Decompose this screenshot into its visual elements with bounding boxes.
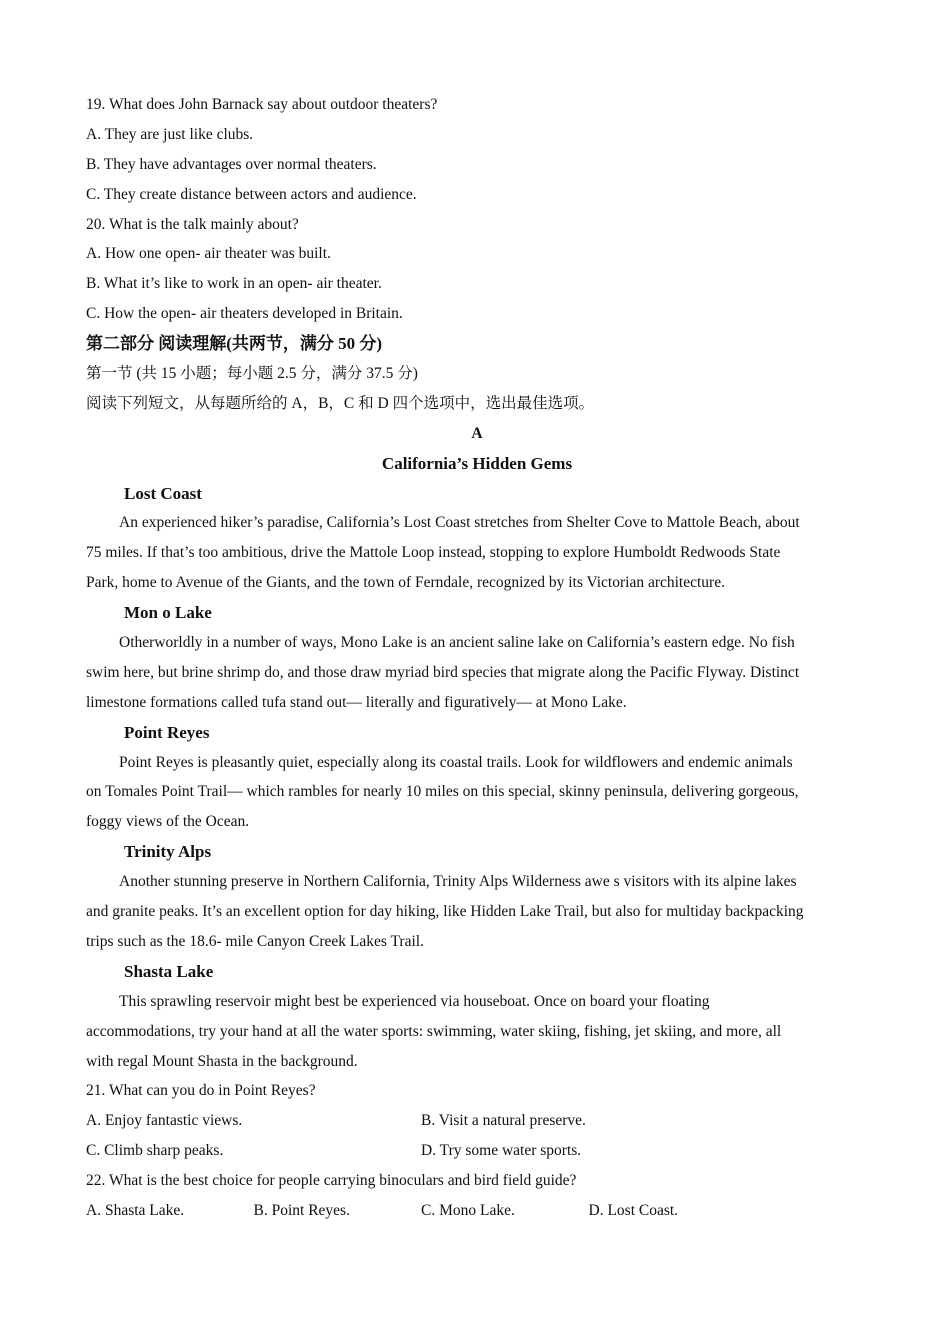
q21-option-c: C. Climb sharp peaks. (86, 1142, 224, 1160)
q22-option-a: A. Shasta Lake. (86, 1201, 185, 1219)
question-19: 19. What does John Barnack say about outdoor theaters? (86, 96, 438, 113)
trinity-alps-line-3: trips such as the 18.6- mile Canyon Creek Lakes Trail. (86, 932, 424, 950)
question-21: 21. What can you do in Point Reyes? (86, 1082, 316, 1100)
q21-option-d: D. Try some water sports. (421, 1142, 582, 1160)
section-heading-mono-lake: Mon o Lake (124, 603, 212, 623)
point-reyes-line-2: on Tomales Point Trail— which rambles for nearly 10 miles on this special, skinny peninsula, delivering gorgeous, (86, 783, 799, 801)
q19-option-b: B. They have advantages over normal theaters. (86, 155, 377, 173)
section-heading-shasta-lake: Shasta Lake (124, 961, 214, 981)
q22-option-b: B. Point Reyes. (253, 1201, 350, 1219)
shasta-lake-line-1: This sprawling reservoir might best be experienced via houseboat. Once on board your floating (119, 992, 710, 1010)
lost-coast-line-2: 75 miles. If that’s too ambitious, drive the Mattole Loop instead, stopping to explore Humboldt Redwoods State (86, 544, 781, 562)
section-heading-trinity-alps: Trinity Alps (124, 842, 212, 862)
section1-info: 第一节 (共 15 小题；每小题 2.5 分，满分 37.5 分) (86, 365, 418, 383)
section-heading-lost-coast: Lost Coast (124, 483, 202, 503)
exam-page (86, 90, 868, 1226)
reading-instruction: 阅读下列短文，从每题所给的 A，B，C 和 D 四个选项中，选出最佳选项。 (86, 394, 595, 412)
lost-coast-line-1: An experienced hiker’s paradise, California’s Lost Coast stretches from Shelter Cove to Mattole Beach, about (119, 514, 800, 532)
q19-option-c: C. They create distance between actors and audience. (86, 185, 417, 203)
q21-options-row-1 (86, 1106, 868, 1136)
lost-coast-line-3: Park, home to Avenue of the Giants, and the town of Ferndale, recognized by its Victorian architecture. (86, 574, 725, 592)
q21-option-b: B. Visit a natural preserve. (421, 1112, 586, 1130)
passage-title: California’s Hidden Gems (381, 453, 573, 473)
q19-option-a: A. They are just like clubs. (86, 125, 254, 143)
part2-heading: 第二部分 阅读理解(共两节，满分 50 分) (86, 334, 383, 354)
mono-lake-line-2: swim here, but brine shrimp do, and those draw myriad bird species that migrate along the Pacific Flyway. Distinct (86, 663, 800, 681)
mono-lake-line-1: Otherworldly in a number of ways, Mono Lake is an ancient saline lake on California’s eastern edge. No fish (119, 634, 795, 652)
question-20: 20. What is the talk mainly about? (86, 215, 299, 233)
q22-option-c: C. Mono Lake. (421, 1201, 515, 1219)
q22-option-d: D. Lost Coast. (588, 1201, 679, 1219)
q21-options-row-2 (86, 1136, 868, 1166)
q20-option-a: A. How one open- air theater was built. (86, 245, 331, 263)
shasta-lake-line-3: with regal Mount Shasta in the background. (86, 1052, 358, 1070)
q20-option-c: C. How the open- air theaters developed in Britain. (86, 305, 403, 323)
q21-option-a: A. Enjoy fantastic views. (86, 1112, 243, 1130)
shasta-lake-line-2: accommodations, try your hand at all the water sports: swimming, water skiing, fishing, jet skiing, and more, all (86, 1022, 782, 1040)
point-reyes-line-3: foggy views of the Ocean. (86, 813, 250, 831)
point-reyes-line-1: Point Reyes is pleasantly quiet, especially along its coastal trails. Look for wildflowers and endemic animals (119, 753, 793, 771)
question-22: 22. What is the best choice for people carrying binoculars and bird field guide? (86, 1172, 577, 1190)
section-heading-point-reyes: Point Reyes (124, 722, 210, 742)
mono-lake-line-3: limestone formations called tufa stand out— literally and figuratively— at Mono Lake. (86, 693, 627, 711)
passage-letter: A (471, 424, 483, 442)
q20-option-b: B. What it’s like to work in an open- air theater. (86, 275, 382, 293)
trinity-alps-line-2: and granite peaks. It’s an excellent option for day hiking, like Hidden Lake Trail, but also for multiday backpacking (86, 903, 804, 921)
trinity-alps-line-1: Another stunning preserve in Northern California, Trinity Alps Wilderness awe s visitors with its alpine lakes (119, 873, 797, 891)
q22-options-row (86, 1196, 868, 1226)
